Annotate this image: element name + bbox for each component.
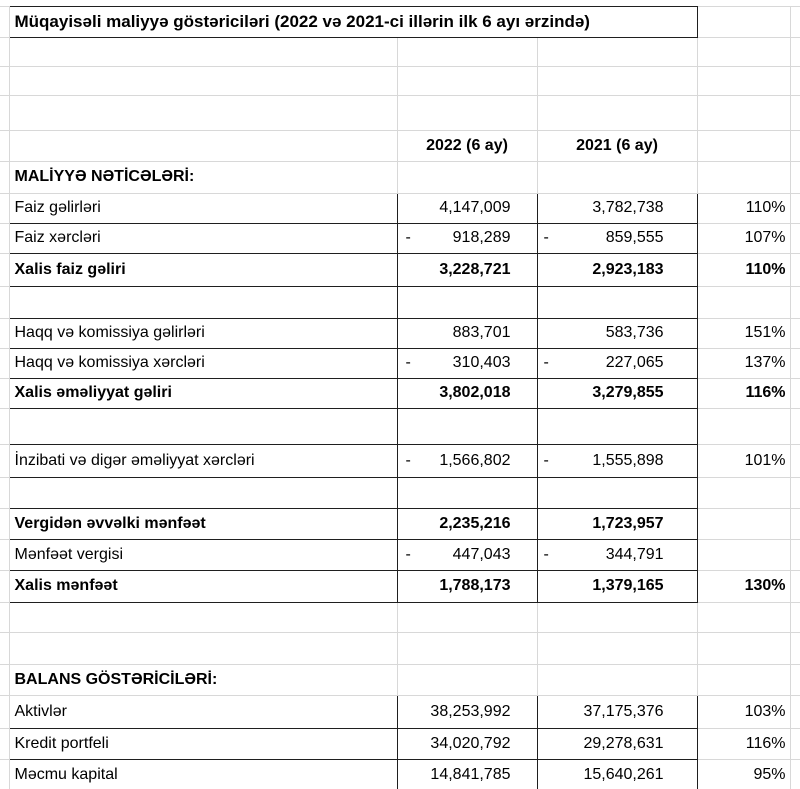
sheet-margin-cell: [790, 319, 800, 349]
label-cell[interactable]: Mənfəət vergisi: [9, 540, 397, 571]
percent-cell[interactable]: 101%: [697, 445, 790, 478]
empty-cell[interactable]: [697, 7, 790, 38]
row-xalis-emeliyyat-geliri: [0, 379, 800, 409]
negative-sign: -: [405, 545, 411, 563]
empty-cell[interactable]: [9, 633, 397, 665]
empty-cell[interactable]: [697, 162, 790, 194]
column-header-2022[interactable]: 2022 (6 ay): [397, 131, 537, 162]
value-2021-cell[interactable]: 3,279,855: [537, 379, 697, 409]
negative-sign: -: [543, 545, 549, 563]
empty-cell[interactable]: [9, 478, 397, 509]
sheet-margin-cell: [790, 665, 800, 696]
value-2022-cell[interactable]: 38,253,992: [397, 696, 537, 729]
value-2022-cell[interactable]: 4,147,009: [397, 194, 537, 224]
sheet-margin-cell: [0, 7, 9, 38]
value-2022-cell[interactable]: [397, 540, 537, 571]
value-2021-cell[interactable]: 1,379,165: [537, 571, 697, 603]
empty-cell[interactable]: [697, 603, 790, 633]
empty-cell[interactable]: [537, 287, 697, 319]
sheet-margin-cell: [0, 571, 9, 603]
section-header-financial[interactable]: MALİYYƏ NƏTİCƏLƏRİ:: [9, 162, 397, 194]
year-header-row: [0, 131, 800, 162]
sheet-margin-cell: [790, 478, 800, 509]
row-kredit-portfeli: [0, 729, 800, 760]
percent-cell[interactable]: 137%: [697, 349, 790, 379]
percent-cell[interactable]: 110%: [697, 254, 790, 287]
sheet-margin-cell: [790, 224, 800, 254]
value-2021-cell[interactable]: [537, 224, 697, 254]
sheet-margin-cell: [790, 7, 800, 38]
empty-cell[interactable]: [537, 409, 697, 445]
value-2022-cell[interactable]: 34,020,792: [397, 729, 537, 760]
negative-sign: -: [543, 451, 549, 469]
sheet-margin-cell: [0, 540, 9, 571]
label-cell[interactable]: Faiz gəlirləri: [9, 194, 397, 224]
sheet-margin-cell: [0, 162, 9, 194]
sheet-margin-cell: [790, 760, 800, 789]
value-2022-cell[interactable]: 883,701: [397, 319, 537, 349]
sheet-margin-cell: [790, 445, 800, 478]
row-menfeet-vergisi: [0, 540, 800, 571]
percent-cell[interactable]: 103%: [697, 696, 790, 729]
sheet-margin-cell: [790, 696, 800, 729]
negative-sign: -: [543, 354, 549, 372]
sheet-margin-cell: [0, 194, 9, 224]
sheet-margin-cell: [790, 540, 800, 571]
sheet-margin-cell: [790, 409, 800, 445]
value-2022-cell[interactable]: 3,802,018: [397, 379, 537, 409]
row-haqq-ve-komissiya-gelirleri: [0, 319, 800, 349]
sheet-margin-cell: [0, 224, 9, 254]
value-2022-cell[interactable]: 14,841,785: [397, 760, 537, 789]
label-cell[interactable]: Xalis əməliyyat gəliri: [9, 379, 397, 409]
label-cell[interactable]: Xalis mənfəət: [9, 571, 397, 603]
row-faiz-xercleri: [0, 224, 800, 254]
negative-sign: -: [405, 354, 411, 372]
row-inzibati-xercleri: [0, 445, 800, 478]
section-header-balance[interactable]: BALANS GÖSTƏRİCİLƏRİ:: [9, 665, 397, 696]
empty-cell[interactable]: [9, 131, 397, 162]
empty-cell[interactable]: [397, 38, 537, 67]
cell-value: 1,555,898: [592, 451, 664, 469]
title-row: [0, 7, 800, 38]
empty-cell[interactable]: [9, 409, 397, 445]
value-2022-cell[interactable]: 2,235,216: [397, 509, 537, 540]
empty-cell[interactable]: [397, 287, 537, 319]
cell-value: 918,289: [452, 229, 511, 247]
row-xalis-faiz-geliri: [0, 254, 800, 287]
empty-cell[interactable]: [697, 67, 790, 96]
sheet-margin-cell: [0, 254, 9, 287]
column-header-2021[interactable]: 2021 (6 ay): [537, 131, 697, 162]
sheet-margin-cell: [790, 509, 800, 540]
label-cell[interactable]: Məcmu kapital: [9, 760, 397, 789]
empty-cell[interactable]: [537, 478, 697, 509]
sheet-margin-cell: [0, 349, 9, 379]
cell-value: 447,043: [452, 545, 511, 563]
sheet-margin-cell: [0, 67, 9, 96]
empty-cell[interactable]: [9, 67, 397, 96]
page-title[interactable]: Müqayisəli maliyyə göstəriciləri (2022 və 2021-ci illərin ilk 6 ayı ərzində): [9, 7, 697, 38]
value-2021-cell[interactable]: 2,923,183: [537, 254, 697, 287]
empty-cell[interactable]: [697, 131, 790, 162]
sheet-margin-cell: [790, 67, 800, 96]
value-2021-cell[interactable]: [537, 540, 697, 571]
empty-cell[interactable]: [537, 96, 697, 131]
sheet-margin-cell: [0, 445, 9, 478]
percent-cell[interactable]: 107%: [697, 224, 790, 254]
sheet-margin-cell: [790, 571, 800, 603]
empty-row: [0, 287, 800, 319]
empty-cell[interactable]: [397, 478, 537, 509]
value-2022-cell[interactable]: [397, 445, 537, 478]
value-2022-cell[interactable]: [397, 224, 537, 254]
label-cell[interactable]: Xalis faiz gəliri: [9, 254, 397, 287]
sheet-margin-cell: [0, 319, 9, 349]
sheet-margin-cell: [0, 696, 9, 729]
row-mecmu-kapital: [0, 760, 800, 789]
empty-cell[interactable]: [537, 633, 697, 665]
value-2021-cell[interactable]: [537, 445, 697, 478]
financial-comparison-table: [0, 6, 800, 789]
sheet-margin-cell: [790, 162, 800, 194]
percent-cell[interactable]: 151%: [697, 319, 790, 349]
empty-cell[interactable]: [397, 665, 537, 696]
sheet-margin-cell: [0, 379, 9, 409]
empty-cell[interactable]: [697, 38, 790, 67]
percent-cell[interactable]: 116%: [697, 729, 790, 760]
negative-sign: -: [405, 451, 411, 469]
percent-cell[interactable]: 110%: [697, 194, 790, 224]
empty-cell[interactable]: [697, 287, 790, 319]
sheet-margin-cell: [790, 194, 800, 224]
cell-value: 344,791: [605, 545, 664, 563]
sheet-margin-cell: [790, 379, 800, 409]
empty-row: [0, 633, 800, 665]
empty-cell[interactable]: [397, 96, 537, 131]
percent-cell[interactable]: 95%: [697, 760, 790, 789]
empty-cell[interactable]: [697, 409, 790, 445]
empty-cell[interactable]: [537, 162, 697, 194]
value-2022-cell[interactable]: 1,788,173: [397, 571, 537, 603]
label-cell[interactable]: Faiz xərcləri: [9, 224, 397, 254]
empty-cell[interactable]: [9, 38, 397, 67]
sheet-margin-cell: [0, 409, 9, 445]
sheet-margin-cell: [790, 729, 800, 760]
value-2021-cell[interactable]: 15,640,261: [537, 760, 697, 789]
value-2021-cell[interactable]: 3,782,738: [537, 194, 697, 224]
sheet-margin-cell: [0, 603, 9, 633]
empty-row: [0, 67, 800, 96]
sheet-margin-cell: [790, 254, 800, 287]
section-header-row-financial: [0, 162, 800, 194]
value-2021-cell[interactable]: 583,736: [537, 319, 697, 349]
percent-cell[interactable]: [697, 509, 790, 540]
sheet-margin-cell: [790, 96, 800, 131]
empty-cell[interactable]: [537, 603, 697, 633]
value-2021-cell[interactable]: 1,723,957: [537, 509, 697, 540]
empty-cell[interactable]: [9, 603, 397, 633]
cell-value: 859,555: [605, 229, 664, 247]
row-haqq-ve-komissiya-xercleri: [0, 349, 800, 379]
percent-cell[interactable]: 116%: [697, 379, 790, 409]
negative-sign: -: [543, 229, 549, 247]
sheet-margin-cell: [0, 131, 9, 162]
sheet-margin-cell: [790, 131, 800, 162]
empty-cell[interactable]: [697, 665, 790, 696]
percent-cell[interactable]: [697, 540, 790, 571]
percent-cell[interactable]: 130%: [697, 571, 790, 603]
empty-cell[interactable]: [537, 67, 697, 96]
label-cell[interactable]: Haqq və komissiya gəlirləri: [9, 319, 397, 349]
value-2021-cell[interactable]: 29,278,631: [537, 729, 697, 760]
label-cell[interactable]: İnzibati və digər əməliyyat xərcləri: [9, 445, 397, 478]
sheet-margin-cell: [790, 633, 800, 665]
empty-cell[interactable]: [537, 38, 697, 67]
value-2022-cell[interactable]: [397, 349, 537, 379]
sheet-margin-cell: [0, 760, 9, 789]
empty-cell[interactable]: [397, 67, 537, 96]
value-2022-cell[interactable]: 3,228,721: [397, 254, 537, 287]
label-cell[interactable]: Vergidən əvvəlki mənfəət: [9, 509, 397, 540]
sheet-margin-cell: [0, 509, 9, 540]
sheet-margin-cell: [0, 96, 9, 131]
empty-row: [0, 603, 800, 633]
sheet-margin-cell: [790, 287, 800, 319]
empty-cell[interactable]: [537, 665, 697, 696]
empty-row: [0, 409, 800, 445]
empty-cell[interactable]: [9, 287, 397, 319]
empty-cell[interactable]: [697, 478, 790, 509]
empty-cell[interactable]: [397, 162, 537, 194]
negative-sign: -: [405, 229, 411, 247]
sheet-margin-cell: [0, 665, 9, 696]
empty-cell[interactable]: [697, 633, 790, 665]
cell-value: 227,065: [605, 354, 664, 372]
row-aktivler: [0, 696, 800, 729]
row-xalis-menfeet: [0, 571, 800, 603]
label-cell[interactable]: Kredit portfeli: [9, 729, 397, 760]
empty-cell[interactable]: [397, 603, 537, 633]
value-2021-cell[interactable]: 37,175,376: [537, 696, 697, 729]
sheet-margin-cell: [0, 478, 9, 509]
sheet-margin-cell: [0, 729, 9, 760]
empty-cell[interactable]: [397, 633, 537, 665]
empty-row: [0, 38, 800, 67]
sheet-margin-cell: [0, 287, 9, 319]
sheet-margin-cell: [790, 603, 800, 633]
empty-cell[interactable]: [9, 96, 397, 131]
empty-cell[interactable]: [697, 96, 790, 131]
sheet-margin-cell: [0, 633, 9, 665]
cell-value: 310,403: [452, 354, 511, 372]
sheet-margin-cell: [790, 349, 800, 379]
value-2021-cell[interactable]: [537, 349, 697, 379]
label-cell[interactable]: Aktivlər: [9, 696, 397, 729]
cell-value: 1,566,802: [439, 451, 511, 469]
empty-row: [0, 478, 800, 509]
sheet-margin-cell: [790, 38, 800, 67]
row-vergiden-evvelki-menfeet: [0, 509, 800, 540]
sheet-margin-cell: [0, 38, 9, 67]
empty-cell[interactable]: [397, 409, 537, 445]
section-header-row-balance: [0, 665, 800, 696]
row-faiz-gelirleri: [0, 194, 800, 224]
empty-row: [0, 96, 800, 131]
label-cell[interactable]: Haqq və komissiya xərcləri: [9, 349, 397, 379]
